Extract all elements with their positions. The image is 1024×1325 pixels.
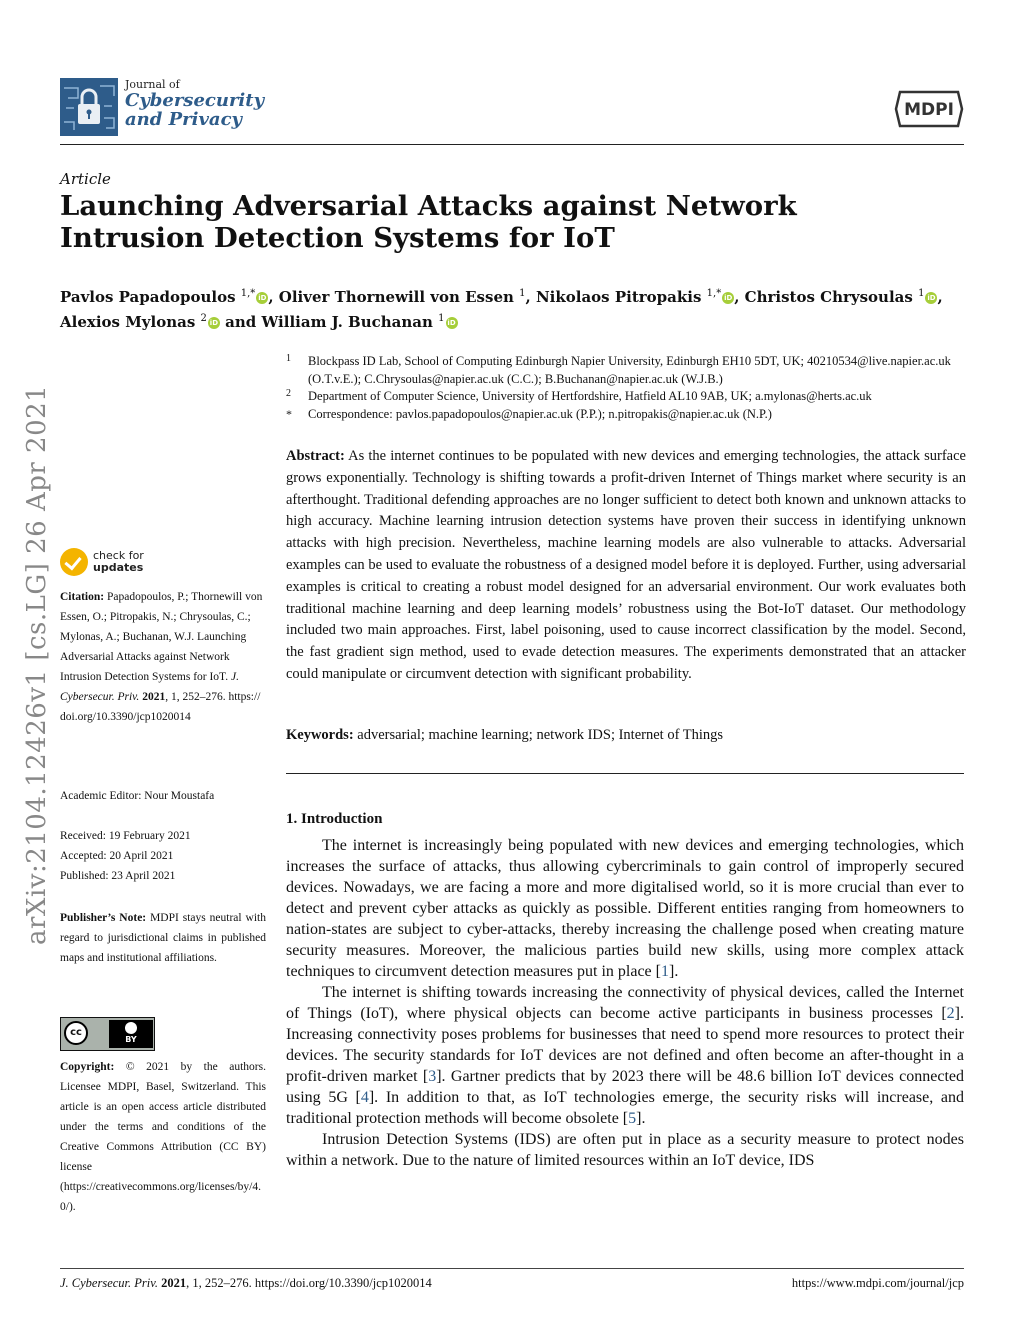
abstract-text: As the internet continues to be populated with new devices and emerging technologies, the attack surface grows exponentially. Technology is shifting towards a profit-driven Internet of Things market where security is an afterthought. Traditional defending approaches are no longer sufficient to detect both known and unknown attacks to high accuracy. Machine learning intrusion detection systems have proven their success in identifying unknown attacks with high precision. Nevertheless, machine learning models are also vulnerable to attacks. Adversarial examples can be used to evaluate the robustness of a designed model before it is deployed. Further, using adversarial examples is critical to creating a robust model designed for an adversarial environment. Our work evaluates both traditional machine learning and deep learning models’ robustness using the Bot-IoT dataset. Our methodology included two main approaches. First, label poisoning, used to cause incorrect classification by the model. Second, the fast gradient sign method, used to evade detection measures. The experiments demonstrated that an attacker could manipulate or circumvent detection with significant probability.	[286, 448, 966, 682]
author-name: Alexios Mylonas	[60, 313, 196, 331]
author[interactable]	[745, 288, 938, 306]
citation-year: 2021	[142, 691, 166, 703]
publisher-note	[60, 908, 266, 968]
check-updates-line2: updates	[93, 561, 144, 574]
orcid-icon[interactable]: iD	[927, 294, 936, 302]
check-updates-line1: check for	[93, 549, 144, 562]
citation-link[interactable]: 1	[660, 963, 669, 980]
date-received: Received: 19 February 2021	[60, 830, 191, 842]
keywords-text: adversarial; machine learning; network IDS; Internet of Things	[357, 727, 724, 743]
author-name: Oliver Thornewill von Essen	[278, 288, 514, 306]
abstract	[286, 446, 966, 686]
author[interactable]	[60, 288, 268, 306]
correspondence	[286, 406, 966, 424]
date-accepted: Accepted: 20 April 2021	[60, 850, 174, 862]
copyright-label: Copyright:	[60, 1061, 115, 1073]
citation-block	[60, 587, 266, 727]
attribution-icon	[109, 1020, 153, 1048]
paragraph-text: ]. Increasing connectivity poses problems for businesses that need to spend more resources to protect their devices. The security standards for IoT devices are not defined and often become an after-thought in a profit-driven market [	[286, 1005, 964, 1085]
publisher-note-text: MDPI stays neutral with regard to jurisdictional claims in published maps and institutional affiliations.	[60, 912, 266, 964]
paragraph	[286, 982, 964, 1129]
article-type: Article	[60, 170, 111, 188]
footer-year: 2021	[161, 1276, 187, 1290]
abstract-divider	[286, 773, 964, 774]
citation-label: Citation:	[60, 591, 105, 603]
mdpi-wordmark: MDPI	[904, 100, 954, 120]
check-for-updates-badge[interactable]	[60, 548, 144, 576]
person-icon	[125, 1022, 137, 1034]
paragraph-text: ]. In addition to that, as IoT technologies emerge, the security risks will increase, and traditional protection methods will become obsolete [	[286, 1089, 964, 1127]
affiliation-mark: 1	[286, 353, 291, 364]
header-divider	[60, 144, 964, 145]
author-name: Nikolaos Pitropakis	[535, 288, 702, 306]
orcid-icon[interactable]: iD	[724, 294, 733, 302]
author[interactable]	[279, 288, 526, 306]
padlock-icon	[60, 78, 118, 136]
journal-name-line1: Cybersecurity	[125, 90, 265, 111]
author-name: Pavlos Papadopoulos	[60, 288, 236, 306]
citation-link[interactable]: 2	[946, 1005, 955, 1022]
mdpi-logo-mark	[894, 89, 964, 129]
affiliation-marker: 1	[519, 288, 526, 299]
introduction-body	[286, 835, 964, 1171]
by-label: BY	[125, 1035, 137, 1044]
author-list: Pavlos Papadopoulos $^{1,*}$ iD , Oliver Thornewill von Essen $^1$, Nikolaos Pitropakis $^{1,*}$ iD , Christos Chrysoulas $^1$ iD , Alexios Mylonas $^2$ iD and William J. Buchanan $^1$ iD	[60, 288, 943, 331]
author[interactable]	[261, 313, 457, 331]
date-published: Published: 23 April 2021	[60, 870, 176, 882]
footer-journal: J. Cybersecur. Priv.	[60, 1276, 159, 1290]
copyright-text: © 2021 by the authors. Licensee MDPI, Basel, Switzerland. This article is an open access article distributed under the terms and conditions of the Creative Commons Attribution (CC BY) license (https://creativecommons.org/licenses/by/4.0/).	[60, 1061, 266, 1213]
affiliation-marker: 1	[438, 313, 445, 324]
affiliations	[286, 353, 966, 423]
paragraph-text: The internet is increasingly being populated with new devices and emerging technologies, which increases the surface of attacks, thus allowing cybercriminals to gain control of improperly secured devices. Nowadays, we are facing a more and more digitalised world, so it is more crucial than ever to detect and prevent cyber attacks as quickly as possible. Different entities ranging from homeowners to nation-states are subject to cyber-attacks, thereby increasing the challenge posed when creating mature security measures. Moreover, the malicious parties build new skills, using more complex attack techniques to circumvent detection measures put in place [	[286, 837, 964, 980]
mdpi-logo[interactable]	[894, 89, 964, 129]
arxiv-identifier[interactable]: arXiv:2104.12426v1 [cs.LG] 26 Apr 2021	[22, 384, 52, 945]
affiliation-mark: 2	[286, 388, 291, 399]
citation-text: Papadopoulos, P.; Thornewill von Essen, O.; Pitropakis, N.; Chrysoulas, C.; Mylonas, A.; Buchanan, W.J. Launching Adversarial Attacks against Network Intrusion Detection Systems for IoT.	[60, 591, 263, 683]
journal-logo[interactable]	[60, 78, 264, 136]
publication-dates	[60, 826, 266, 886]
citation-doi-link[interactable]: https://doi.org/10.3390/jcp1020014	[60, 691, 261, 723]
journal-name-line2: and Privacy	[125, 109, 242, 130]
footer-citation	[60, 1276, 432, 1291]
copyright-notice	[60, 1057, 266, 1217]
paragraph-text: ].	[668, 963, 679, 980]
keywords	[286, 727, 966, 744]
footer-divider	[60, 1268, 964, 1269]
publisher-note-label: Publisher’s Note:	[60, 912, 147, 924]
affiliation-mark: *	[286, 406, 292, 421]
paragraph-text: ].	[636, 1110, 646, 1127]
affiliation-2	[286, 388, 966, 406]
author-name: Christos Chrysoulas	[744, 288, 913, 306]
citation-link[interactable]: 5	[628, 1110, 637, 1127]
creative-commons-icon: cc	[64, 1021, 88, 1045]
orcid-icon[interactable]: iD	[209, 319, 219, 327]
affiliation-marker: 1,*	[240, 288, 256, 299]
check-updates-text	[93, 550, 144, 574]
paragraph-text: ]. Gartner predicts that by 2023 there will be 48.6 billion IoT devices connected using 5G [	[286, 1068, 965, 1106]
section-heading-introduction: 1. Introduction	[286, 811, 383, 827]
abstract-label: Abstract:	[286, 448, 345, 464]
keywords-label: Keywords:	[286, 727, 354, 743]
author[interactable]	[536, 288, 734, 306]
affiliation-text: Blockpass ID Lab, School of Computing Edinburgh Napier University, Edinburgh EH10 5DT, UK; 40210534@live.napier.ac.uk (O.T.v.E.); C.Chrysoulas@napier.ac.uk (C.C.); B.Buchanan@napier.ac.uk (W.J.B.)	[308, 354, 951, 386]
affiliation-marker: 2	[200, 313, 207, 324]
paragraph-text: Intrusion Detection Systems (IDS) are often put in place as a security measure to protect nodes within a network. Due to the nature of limited resources within an IoT device, IDS	[286, 1131, 964, 1169]
affiliation-text: Correspondence: pavlos.papadopoulos@napier.ac.uk (P.P.); n.pitropakis@napier.ac.uk (N.P.)	[308, 406, 772, 421]
cc-by-license-badge[interactable]	[60, 1017, 155, 1051]
affiliation-marker: 1	[918, 288, 925, 299]
citation-link[interactable]: 3	[428, 1068, 437, 1085]
footer-volume-doi[interactable]: , 1, 252–276. https://doi.org/10.3390/jcp1020014	[186, 1276, 432, 1290]
affiliation-marker: 1,*	[706, 288, 722, 299]
orcid-icon[interactable]: iD	[258, 294, 267, 302]
orcid-icon[interactable]: iD	[447, 319, 456, 327]
journal-header	[60, 75, 964, 145]
journal-name-prefix: Journal of	[125, 78, 180, 91]
checkmark-icon	[60, 548, 88, 576]
paper-title: Launching Adversarial Attacks against Network Intrusion Detection Systems for IoT	[60, 190, 797, 254]
footer-journal-url[interactable]: https://www.mdpi.com/journal/jcp	[791, 1276, 964, 1290]
citation-link[interactable]: 4	[360, 1089, 369, 1106]
academic-editor: Academic Editor: Nour Moustafa	[60, 790, 215, 802]
author-name: William J. Buchanan	[261, 313, 433, 331]
affiliation-1	[286, 353, 966, 388]
affiliation-text: Department of Computer Science, University of Hertfordshire, Hatfield AL10 9AB, UK; a.mylonas@herts.ac.uk	[308, 389, 872, 403]
citation-volume-pages: , 1, 252–276.	[165, 691, 226, 703]
citation-journal: J. Cybersecur. Priv.	[60, 671, 239, 703]
author[interactable]	[60, 313, 220, 331]
paragraph-text: The internet is shifting towards increasing the connectivity of physical devices, called the Internet of Things (IoT), where physical objects can become active participants in business processes [	[286, 984, 964, 1022]
page-footer	[60, 1276, 964, 1291]
journal-name	[125, 78, 264, 129]
paragraph	[286, 835, 964, 982]
paragraph	[286, 1129, 964, 1171]
